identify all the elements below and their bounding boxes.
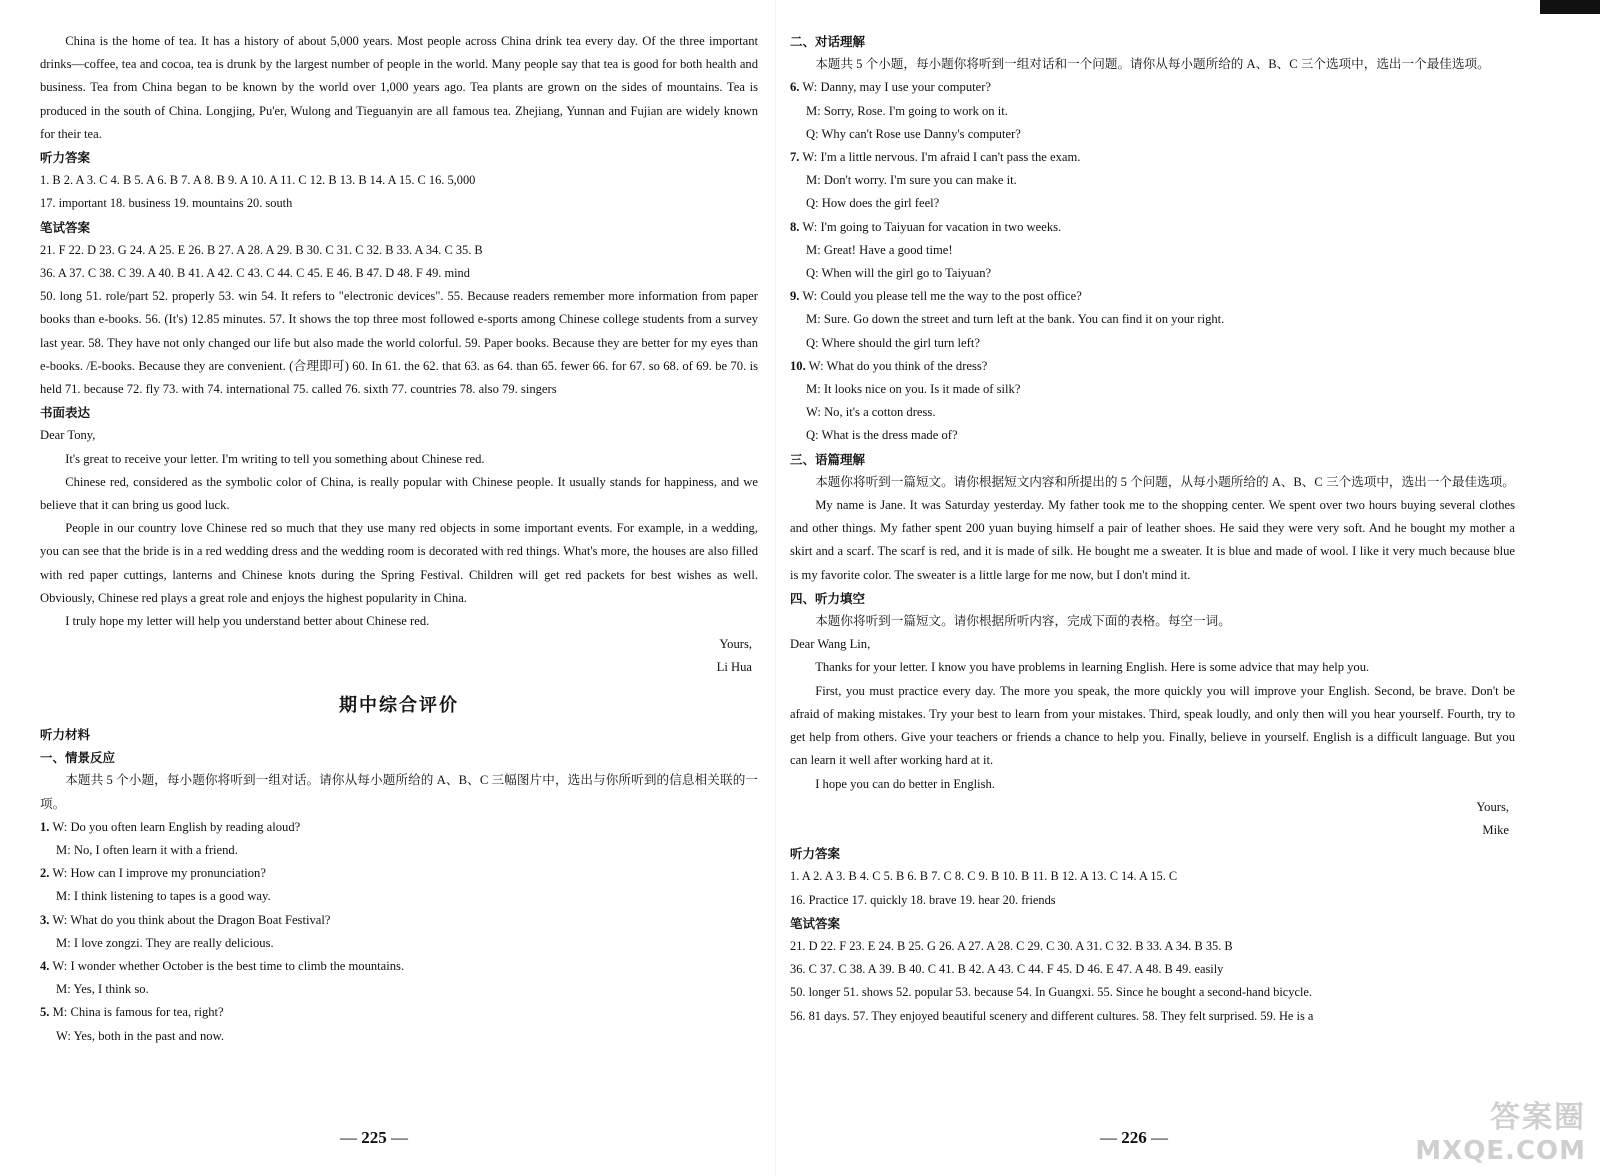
dialogue-line: 9. W: Could you please tell me the way to the post office? [790, 289, 1082, 304]
dialogue-line: Q: What is the dress made of? [806, 428, 958, 443]
listening-answers-heading: 听力答案 [790, 846, 841, 862]
part2-instruction: 本题共 5 个小题，每小题你将听到一组对话和一个问题。请你从每小题所给的 A、B、C 三个选项中，选出一个最佳选项。 [815, 57, 1490, 72]
dialogue-line: M: Don't worry. I'm sure you can make it. [806, 173, 1017, 188]
dialogue-line: M: Yes, I think so. [56, 982, 149, 997]
written-answers [40, 239, 758, 401]
letter-paragraph: I truly hope my letter will help you understand better about Chinese red. [65, 614, 430, 629]
answer-line: 21. D 22. F 23. E 24. B 25. G 26. A 27. A 28. C 29. C 30. A 31. C 32. B 33. A 34. B 35. B [790, 938, 1233, 953]
answer-line: 17. important 18. business 19. mountains 20. south [40, 196, 293, 211]
tea-passage: China is the home of tea. It has a history of about 5,000 years. Most people across China drink tea every day. Of the three important drinks—coffee, tea and cocoa, tea is drunk by the largest number of people in the world. Many people say that tea is good for both health and business. Tea from China began to be known by the world over 1,000 years ago. Tea plants are grown on the sides of mountains. Tea is produced in the south of China. Longjing, Pu'er, Wulong and Tieguanyin are all famous tea. Zhejiang, Yunnan and Fujian are widely known for their tea. [40, 34, 758, 141]
answer-line: 1. A 2. A 3. B 4. C 5. B 6. B 7. C 8. C 9. B 10. B 11. B 12. A 13. C 14. A 15. C [790, 869, 1178, 884]
dialogue-line: M: It looks nice on you. Is it made of silk? [806, 382, 1021, 397]
listening-answers-heading: 听力答案 [40, 150, 91, 166]
dialogue-line: M: No, I often learn it with a friend. [56, 842, 238, 857]
letter-paragraph: Thanks for your letter. I know you have problems in learning English. Here is some advice that may help you. [815, 660, 1370, 675]
answer-line: 56. 81 days. 57. They enjoyed beautiful scenery and different cultures. 58. They felt surprised. 59. He is a [790, 1008, 1314, 1023]
advice-letter [790, 633, 1515, 842]
dialogue-line: W: Yes, both in the past and now. [56, 1028, 225, 1043]
dialogue-list [790, 76, 1515, 447]
dialogue-line: Q: When will the girl go to Taiyuan? [806, 266, 992, 281]
dialogue-line: Q: Where should the girl turn left? [806, 335, 980, 350]
dialogue-line: M: I think listening to tapes is a good way. [56, 889, 271, 904]
letter-salutation: Dear Wang Lin, [790, 637, 871, 652]
letter-paragraph: I hope you can do better in English. [815, 776, 995, 791]
answer-line: 1. B 2. A 3. C 4. B 5. A 6. B 7. A 8. B 9. A 10. A 11. C 12. B 13. B 14. A 15. C 16. 5,000 [40, 173, 476, 188]
scan-edge-bar [1540, 0, 1600, 14]
letter-signature: Mike [1482, 822, 1509, 837]
watermark-logo: 答案圈 [1490, 1100, 1586, 1135]
dialogue-line: M: Sorry, Rose. I'm going to work on it. [806, 103, 1008, 118]
part3-heading: 三、语篇理解 [790, 451, 866, 467]
part4-instruction: 本题你将听到一篇短文。请你根据所听内容，完成下面的表格。每空一词。 [815, 614, 1231, 629]
dialogue-line: 4. W: I wonder whether October is the best time to climb the mountains. [40, 958, 405, 973]
listening-answers [790, 865, 1515, 911]
dialogue-line: Q: How does the girl feel? [806, 196, 940, 211]
written-answers [790, 935, 1515, 1028]
letter-paragraph: It's great to receive your letter. I'm writing to tell you something about Chinese red. [65, 451, 485, 466]
left-page [40, 30, 758, 1048]
writing-heading: 书面表达 [40, 405, 91, 421]
dialogue-line: 7. W: I'm a little nervous. I'm afraid I can't pass the exam. [790, 150, 1081, 165]
page-gutter [775, 0, 776, 1176]
part3-instruction: 本题你将听到一篇短文。请你根据短文内容和所提出的 5 个问题，从每小题所给的 A、B、C 三个选项中，选出一个最佳选项。 [815, 474, 1515, 489]
answer-line: 21. F 22. D 23. G 24. A 25. E 26. B 27. A 28. A 29. B 30. C 31. C 32. B 33. A 34. C 35. B [40, 242, 483, 257]
letter-paragraph: Chinese red, considered as the symbolic color of China, is really popular with Chinese people. It usually stands for happiness, and we believe that it can bring us good luck. [40, 474, 758, 513]
answer-paragraph: 50. long 51. role/part 52. properly 53. win 54. It refers to "electronic devices". 55. Because readers remember more information from paper books than e-books. 56. (It's) 12.85 minutes. 57. It shows the top three most followed e-sports among Chinese college students from a survey last year. 58. They have not only changed our life but also made the world colorful. 59. Paper books. Because they are better for my eyes than e-books. /E-books. Because they are convenient. (合理即可) 60. In 61. the 62. that 63. as 64. than 65. fewer 66. for 67. so 68. of 69. be 70. is held 71. because 72. fly 73. with 74. international 75. called 76. sixth 77. countries 78. also 79. singers [40, 289, 758, 397]
dialogue-line: M: Great! Have a good time! [806, 242, 953, 257]
dialogue-line: 3. W: What do you think about the Dragon Boat Festival? [40, 912, 331, 927]
dialogue-line: 2. W: How can I improve my pronunciation? [40, 866, 266, 881]
part4-heading: 四、听力填空 [790, 590, 866, 606]
dialogue-line: 8. W: I'm going to Taiyuan for vacation in two weeks. [790, 219, 1062, 234]
section-title: 期中综合评价 [339, 694, 459, 716]
part3-passage: My name is Jane. It was Saturday yesterday. My father took me to the shopping center. We spent over two hours buying several clothes and other things. My father spent 200 yuan buying himself a pair of leather shoes. He said they were very soft. And he bought my mother a skirt and a scarf. The scarf is red, and it is made of silk. He bought me a sweater. It is blue and made of wool. I like it very much because blue is my favorite color. The sweater is a little large for me now, but I don't mind it. [790, 498, 1515, 582]
page-number-right: — 226 — [1100, 1128, 1168, 1147]
part2-heading: 二、对话理解 [790, 34, 866, 49]
right-page [790, 30, 1515, 1028]
dialogue-line: Q: Why can't Rose use Danny's computer? [806, 126, 1021, 141]
letter-closing: Yours, [1476, 799, 1509, 814]
letter-salutation: Dear Tony, [40, 428, 96, 443]
answer-line: 50. longer 51. shows 52. popular 53. because 54. In Guangxi. 55. Since he bought a second-hand bicycle. [790, 985, 1313, 1000]
written-answers-heading: 笔试答案 [790, 915, 841, 931]
answer-line: 36. C 37. C 38. A 39. B 40. C 41. B 42. A 43. C 44. F 45. D 46. E 47. A 48. B 49. easily [790, 962, 1224, 977]
part1-heading: 一、情景反应 [40, 750, 116, 766]
dialogue-line: 1. W: Do you often learn English by reading aloud? [40, 819, 301, 834]
dialogue-list [40, 816, 758, 1048]
dialogue-line: M: I love zongzi. They are really delicious. [56, 935, 274, 950]
dialogue-line: 5. M: China is famous for tea, right? [40, 1005, 224, 1020]
watermark [1415, 1092, 1586, 1166]
letter-paragraph: People in our country love Chinese red so much that they use many red objects in some important events. For example, in a wedding, you can see that the bride is in a red wedding dress and the wedding room is decorated with red things. What's more, the houses are also filled with red paper cuttings, lanterns and Chinese knots during the Spring Festival. Children will get red packets for best wishes as well. Obviously, Chinese red plays a great role and enjoys the highest popularity in China. [40, 521, 758, 605]
watermark-url: MXQE.COM [1415, 1136, 1586, 1166]
letter-paragraph: First, you must practice every day. The more you speak, the more quickly you will improve your English. Second, be brave. Don't be afraid of making mistakes. Try your best to learn from your mistakes. Third, speak loudly, and only then will you hear yourself. Fourth, try to get help from others. Give your teachers or friends a chance to help you. Finally, believe in yourself. English is a difficult language. But you can learn it well after working hard at it. [790, 683, 1515, 768]
model-letter [40, 424, 758, 679]
dialogue-line: 10. W: What do you think of the dress? [790, 358, 988, 373]
letter-signature: Li Hua [716, 660, 752, 675]
part1-instruction: 本题共 5 个小题，每小题你将听到一组对话。请你从每小题所给的 A、B、C 三幅图片中，选出与你所听到的信息相关联的一项。 [40, 773, 758, 811]
answer-line: 36. A 37. C 38. C 39. A 40. B 41. A 42. C 43. C 44. C 45. E 46. B 47. D 48. F 49. mind [40, 266, 470, 281]
dialogue-line: 6. W: Danny, may I use your computer? [790, 80, 991, 95]
answer-line: 16. Practice 17. quickly 18. brave 19. hear 20. friends [790, 892, 1056, 907]
dialogue-line: M: Sure. Go down the street and turn left at the bank. You can find it on your right. [806, 312, 1225, 327]
page-number-left: — 225 — [340, 1128, 408, 1147]
listening-material-heading: 听力材料 [40, 726, 91, 742]
dialogue-line: W: No, it's a cotton dress. [806, 405, 936, 420]
written-answers-heading: 笔试答案 [40, 219, 91, 235]
listening-answers [40, 169, 758, 215]
letter-closing: Yours, [719, 637, 752, 652]
